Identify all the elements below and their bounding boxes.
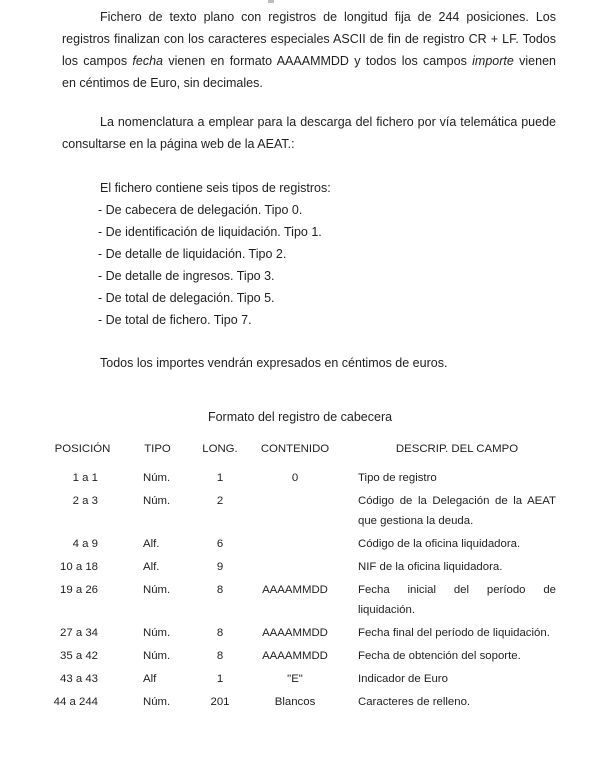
cell-long: 201 (210, 695, 230, 708)
record-type-item-1: - De identificación de liquidación. Tipo 1. (98, 225, 322, 239)
cell-posicion: 4 a 9 (72, 537, 98, 550)
emphasis-importe: importe (472, 54, 514, 68)
column-header-posicion: POSICIÓN (54, 443, 111, 455)
cell-descrip: NIF de la oficina liquidadora. (358, 560, 503, 573)
cell-descrip: Tipo de registro (358, 471, 437, 484)
column-header-long: LONG. (202, 443, 238, 455)
cell-posicion: 19 a 26 (59, 583, 98, 596)
intro-line-3-text-b: vienen en formato AAAAMMDD y todos los campos (163, 54, 473, 68)
cell-contenido: "E" (287, 672, 303, 685)
cell-tipo: Núm. (143, 494, 171, 507)
nomenclatura-line-1: La nomenclatura a emplear para la descarga del fichero por vía telemática puede (100, 115, 556, 129)
cell-long: 1 (216, 672, 224, 685)
cell-descrip: Indicador de Euro (358, 672, 448, 685)
cell-contenido (245, 555, 345, 578)
record-type-item-0: - De cabecera de delegación. Tipo 0. (98, 203, 303, 217)
intro-line-3 (62, 50, 556, 72)
paragraph-intro (62, 6, 556, 94)
record-type-item-5: - De total de fichero. Tipo 7. (98, 313, 252, 327)
table-row (45, 555, 556, 578)
paragraph-nomenclatura (62, 111, 556, 155)
cell-long: 6 (216, 537, 224, 550)
cell-contenido: AAAAMMDD (262, 626, 328, 639)
intro-line-4: en céntimos de Euro, sin decimales. (62, 76, 263, 90)
record-type-item-2: - De detalle de liquidación. Tipo 2. (98, 247, 287, 261)
record-types-intro: El fichero contiene seis tipos de registros: (100, 181, 331, 195)
cell-posicion: 43 a 43 (59, 672, 98, 685)
table-row (45, 466, 556, 489)
cell-tipo: Núm. (143, 695, 171, 708)
cell-contenido (245, 532, 345, 555)
table-header-row (45, 438, 556, 466)
table-row (45, 578, 556, 621)
cell-posicion: 2 a 3 (72, 494, 98, 507)
intro-line-1: Fichero de texto plano con registros de longitud fija de 244 posiciones. Los (100, 10, 556, 24)
cell-posicion: 35 a 42 (59, 649, 98, 662)
cell-posicion: 27 a 34 (59, 626, 98, 639)
cell-descrip: Fecha inicial del período de liquidación. (358, 583, 556, 616)
cell-posicion: 1 a 1 (72, 471, 98, 484)
importes-note: Todos los importes vendrán expresados en céntimos de euros. (100, 356, 448, 370)
cell-descrip: Fecha de obtención del soporte. (358, 649, 521, 662)
record-type-item-4: - De total de delegación. Tipo 5. (98, 291, 275, 305)
cell-tipo: Alf (143, 672, 157, 685)
intro-line-3-text-a: los campos (62, 54, 133, 68)
cell-tipo: Núm. (143, 471, 171, 484)
cell-contenido: AAAAMMDD (262, 583, 328, 596)
column-header-contenido: CONTENIDO (260, 443, 330, 455)
table-row (45, 690, 556, 713)
intro-line-3-text-c: vienen (513, 54, 556, 68)
column-header-descrip: DESCRIP. DEL CAMPO (395, 443, 519, 455)
scan-artifact (268, 0, 274, 3)
cell-long: 9 (216, 560, 224, 573)
cell-long: 1 (216, 471, 224, 484)
cell-posicion: 10 a 18 (59, 560, 98, 573)
cell-tipo: Núm. (143, 583, 171, 596)
emphasis-fecha: fecha (132, 54, 163, 68)
cell-descrip: Fecha final del período de liquidación. (358, 626, 550, 639)
record-types-section (62, 177, 556, 331)
table-row (45, 644, 556, 667)
cell-long: 8 (216, 649, 224, 662)
cell-long: 8 (216, 626, 224, 639)
table-row (45, 532, 556, 555)
cell-posicion: 44 a 244 (53, 695, 98, 708)
header-record-format-table (45, 438, 556, 713)
cell-tipo: Alf. (143, 537, 160, 550)
cell-contenido (245, 489, 345, 532)
cell-descrip: Código de la Delegación de la AEAT que gestiona la deuda. (358, 494, 556, 527)
table-row (45, 621, 556, 644)
table-row (45, 667, 556, 690)
column-header-tipo: TIPO (144, 443, 171, 455)
nomenclatura-line-2: consultarse en la página web de la AEAT.: (62, 137, 295, 151)
record-type-item-3: - De detalle de ingresos. Tipo 3. (98, 269, 275, 283)
cell-tipo: Núm. (143, 649, 171, 662)
cell-descrip: Caracteres de relleno. (358, 695, 471, 708)
cell-contenido: 0 (291, 471, 299, 484)
cell-contenido: Blancos (274, 695, 316, 708)
cell-long: 2 (216, 494, 224, 507)
table-title: Formato del registro de cabecera (207, 410, 393, 424)
cell-long: 8 (216, 583, 224, 596)
cell-descrip: Código de la oficina liquidadora. (358, 537, 521, 550)
record-types-list (62, 199, 556, 331)
table-row (45, 489, 556, 532)
cell-tipo: Núm. (143, 626, 171, 639)
cell-tipo: Alf. (143, 560, 160, 573)
intro-line-2: registros finalizan con los caracteres especiales ASCII de fin de registro CR + LF. Todos (62, 32, 556, 46)
cell-contenido: AAAAMMDD (262, 649, 328, 662)
